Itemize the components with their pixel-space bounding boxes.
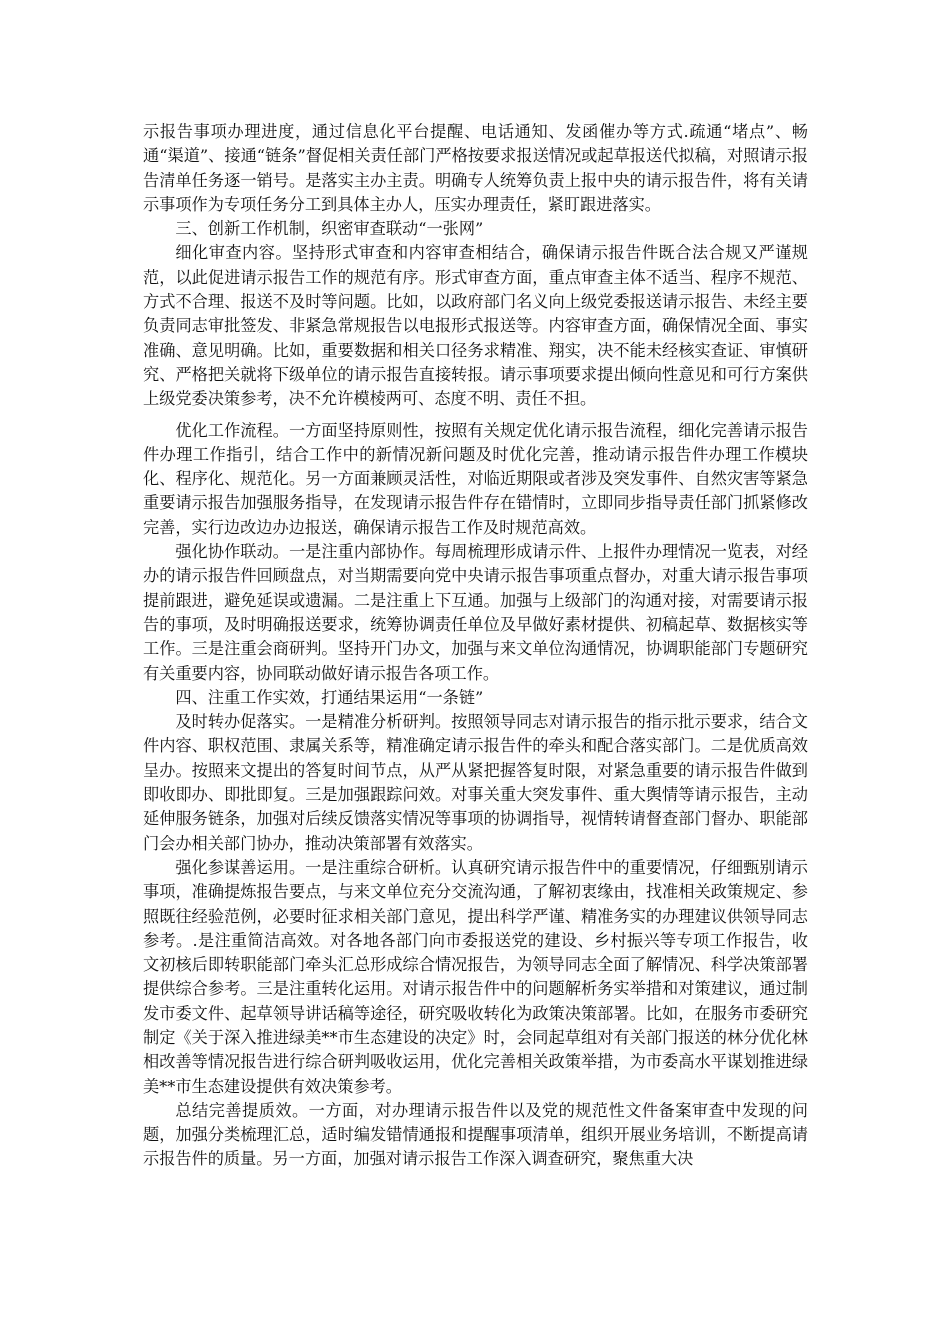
paragraph-refine-review: 细化审查内容。坚持形式审查和内容审查相结合，确保请示报告件既合法合规又严谨规范，以此促进请示报告工作的规范有序。形式审查方面，重点审查主体不适当、程序不规范、方式不合理、报送不及时等问题。比如，以政府部门名义向上级党委报送请示报告、未经主要负责同志审批签发、非紧急常规报告以电报形式报送等。内容审查方面，确保情况全面、事实准确、意见明确。比如，重要数据和相关口径务求精准、翔实，决不能未经核实查证、审慎研究、严格把关就将下级单位的请示报告直接转报。请示事项要求提出倾向性意见和可行方案供上级党委决策参考，决不允许模棱两可、态度不明、责任不担。 [143, 243, 808, 409]
paragraph-timely-transfer: 及时转办促落实。一是精准分析研判。按照领导同志对请示报告的指示批示要求，结合文件内容、职权范围、隶属关系等，精准确定请示报告件的牵头和配合落实部门。二是优质高效呈办。按照来文提出的答复时间节点，从严从紧把握答复时限，对紧急重要的请示报告件做到即收即办、即批即复。三是加强跟踪问效。对事关重大突发事件、重大舆情等请示报告，主动延伸服务链条，加强对后续反馈落实情况等事项的协调指导，视情转请督查部门督办、职能部门会办相关部门协办，推动决策部署有效落实。 [143, 712, 808, 853]
paragraph-collaboration: 强化协作联动。一是注重内部协作。每周梳理形成请示件、上报件办理情况一览表，对经办的请示报告件回顾盘点，对当期需要向党中央请示报告事项重点督办，对重大请示报告事项提前跟进，避免延误或遗漏。二是注重上下互通。加强与上级部门的沟通对接，对需要请示报告的事项，及时明确报送要求，统筹协调责任单位及早做好素材提供、初稿起草、数据核实等工作。三是注重会商研判。坚持开门办文，加强与来文单位沟通情况，协调职能部门专题研究有关重要内容，协同联动做好请示报告各项工作。 [143, 542, 808, 683]
document-body [143, 120, 808, 1172]
section-heading-4: 四、注重工作实效，打通结果运用“一条链” [175, 687, 484, 707]
section-heading-3: 三、创新工作机制，织密审查联动“一张网” [175, 219, 484, 239]
paragraph-continuation: 示报告事项办理进度，通过信息化平台提醒、电话通知、发函催办等方式.疏通“堵点”、畅通“渠道”、接通“链条”督促相关责任部门严格按要求报送情况或起草报送代拟稿，对照请示报告清单任务逐一销号。是落实主办主责。明确专人统筹负责上报中央的请示报告件，将有关请示事项作为专项任务分工到具体主办人，压实办理责任，紧盯跟进落实。 [143, 122, 808, 214]
paragraph-optimize-process: 优化工作流程。一方面坚持原则性，按照有关规定优化请示报告流程，细化完善请示报告件办理工作指引，结合工作中的新情况新问题及时优化完善，推动请示报告件办理工作模块化、程序化、规范化。另一方面兼顾灵活性，对临近期限或者涉及突发事件、自然灾害等紧急重要请示报告加强服务指导，在发现请示报告件存在错情时，立即同步指导责任部门抓紧修改完善，实行边改边办边报送，确保请示报告工作及时规范高效。 [143, 420, 808, 537]
paragraph-summary-improve: 总结完善提质效。一方面，对办理请示报告件以及党的规范性文件备案审查中发现的问题，加强分类梳理汇总，适时编发错情通报和提醒事项清单，组织开展业务培训，不断提高请示报告件的质量。另一方面，加强对请示报告工作深入调查研究，聚焦重大决 [143, 1100, 808, 1169]
paragraph-advisory-use: 强化参谋善运用。一是注重综合研析。认真研究请示报告件中的重要情况，仔细甄别请示事项，准确提炼报告要点，与来文单位充分交流沟通，了解初衷缘由，找准相关政策规定、参照既往经验范例，必要时征求相关部门意见，提出科学严谨、精准务实的办理建议供领导同志参考。.是注重简洁高效。对各地各部门向市委报送党的建设、乡村振兴等专项工作报告，收文初核后即转职能部门牵头汇总形成综合情况报告，为领导同志全面了解情况、科学决策部署提供综合参考。三是注重转化运用。对请示报告件中的问题解析务实举措和对策建议，通过制发市委文件、起草领导讲话稿等途径，研究吸收转化为政策决策部署。比如，在服务市委研究制定《关于深入推进绿美**市生态建设的决定》时，会同起草组对有关部门报送的林分优化林相改善等情况报告进行综合研判吸收运用，优化完善相关政策举措，为市委高水平谋划推进绿美**市生态建设提供有效决策参考。 [143, 857, 808, 1096]
